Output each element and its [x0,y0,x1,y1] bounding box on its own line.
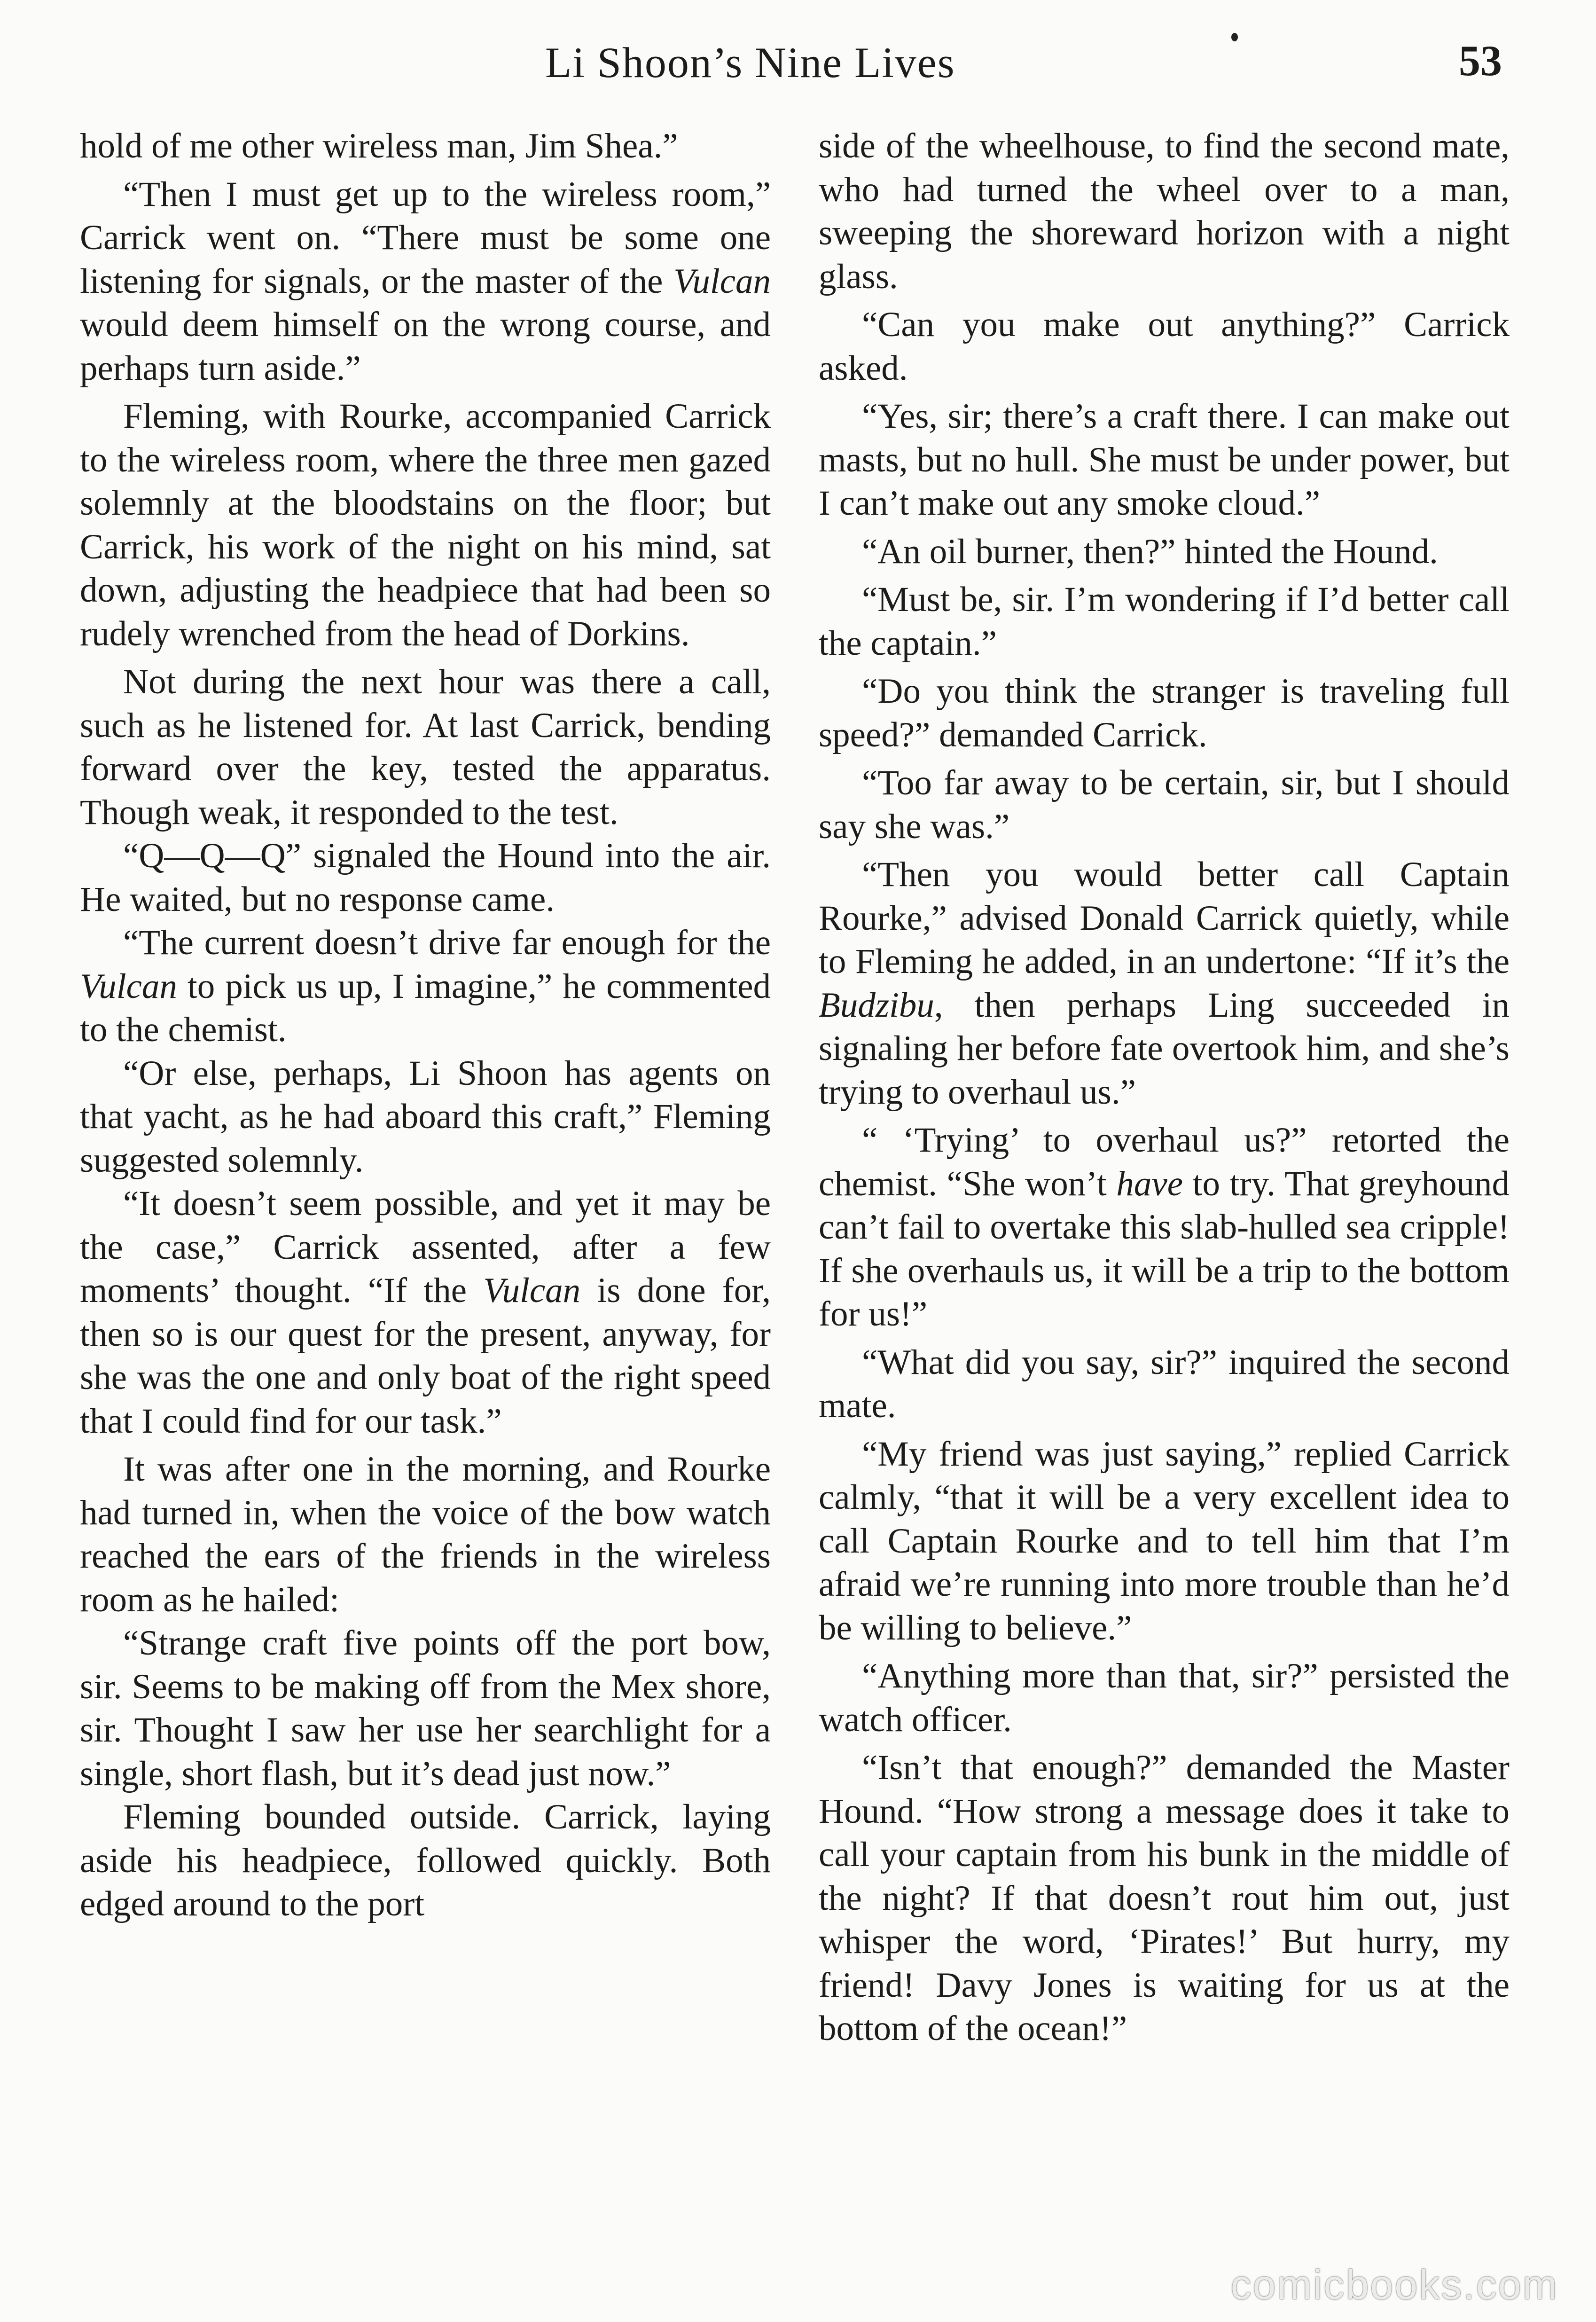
page-number: 53 [1459,37,1502,85]
paragraph: side of the wheelhouse, to find the second mate, who had turned the wheel over to a man, sweeping the shoreward horizon with a night glass. [819,126,1510,296]
page-header [0,33,1596,94]
paragraph: “Strange craft five points off the port bow, sir. Seems to be making off from the Mex shore, sir. Thought I saw her use her searchlight for a single, short flash, but it’s dead just now.” [80,1624,771,1793]
paragraph: “Isn’t that enough?” demanded the Master Hound. “How strong a message does it take to call your captain from his bunk in the middle of the night? If that doesn’t rout him out, just whisper the word, ‘Pirates!’ But hurry, my friend! Davy Jones is waiting for us at the bottom of the ocean!” [819,1748,1510,2048]
left-column [80,125,771,1926]
paragraph: “Do you think the stranger is traveling full speed?” demanded Carrick. [819,672,1510,754]
ink-speck [1231,33,1238,41]
paragraph: “Must be, sir. I’m wondering if I’d better call the captain.” [819,580,1510,663]
paragraph: “Then you would better call Captain Rourke,” advised Donald Carrick quietly, while to Fleming he added, in an undertone: “If it’s the Budzibu, then perhaps Ling succeeded in signaling her before fate overtook him, and she’s trying to overhaul us.” [819,855,1510,1112]
paragraph: “Too far away to be certain, sir, but I should say she was.” [819,763,1510,846]
paragraph: “My friend was just saying,” replied Carrick calmly, “that it will be a very excellent idea to call Captain Rourke and to tell him that I’m afraid we’re running into more trouble than he’d be willing to believe.” [819,1434,1510,1647]
paragraph: “ ‘Trying’ to overhaul us?” retorted the chemist. “She won’t have to try. That greyhound can’t fail to overtake this slab-hulled sea cripple! If she overhauls us, it will be a trip to the bottom for us!” [819,1121,1510,1334]
paragraph: “What did you say, sir?” inquired the second mate. [819,1342,1510,1425]
paragraph: “Q—Q—Q” signaled the Hound into the air. He waited, but no response came. [80,836,771,919]
paragraph: “Can you make out anything?” Carrick asked. [819,305,1510,388]
paragraph: It was after one in the morning, and Rourke had turned in, when the voice of the bow watch reached the ears of the friends in the wireless room as he hailed: [80,1450,771,1619]
paragraph: hold of me other wireless man, Jim Shea.” [80,126,678,165]
running-title: Li Shoon’s Nine Lives [545,39,955,86]
paragraph: “It doesn’t seem possible, and yet it may be the case,” Carrick assented, after a few moments’ thought. “If the Vulcan is done for, then so is our quest for the present, anyway, for she was the one and only boat of the right speed that I could find for our task.” [80,1184,771,1441]
paragraph: “The current doesn’t drive far enough for the Vulcan to pick us up, I imagine,” he commented to the chemist. [80,923,771,1049]
paragraph: Fleming, with Rourke, accompanied Carrick to the wireless room, where the three men gazed solemnly at the bloodstains on the floor; but Carrick, his work of the night on his mind, sat down, adjusting the headpiece that had been so rudely wrenched from the head of Dorkins. [80,397,771,653]
paragraph: “Anything more than that, sir?” persisted the watch officer. [819,1656,1510,1739]
paragraph: “Then I must get up to the wireless room,” Carrick went on. “There must be some one listening for signals, or the master of the Vulcan would deem himself on the wrong course, and perhaps turn aside.” [80,174,771,388]
paragraph: Not during the next hour was there a call, such as he listened for. At last Carrick, bending forward over the key, tested the apparatus. Though weak, it responded to the test. [80,662,771,832]
right-column [819,125,1510,2051]
paragraph: “Or else, perhaps, Li Shoon has agents on that yacht, as he had aboard this craft,” Fleming suggested solemnly. [80,1053,771,1180]
paragraph: “An oil burner, then?” hinted the Hound. [862,532,1438,571]
site-watermark: comicbooks.com [1230,2261,1558,2308]
paragraph: Fleming bounded outside. Carrick, laying aside his headpiece, followed quickly. Both edged around to the port [80,1797,771,1923]
paragraph: “Yes, sir; there’s a craft there. I can make out masts, but no hull. She must be under power, but I can’t make out any smoke cloud.” [819,397,1510,523]
